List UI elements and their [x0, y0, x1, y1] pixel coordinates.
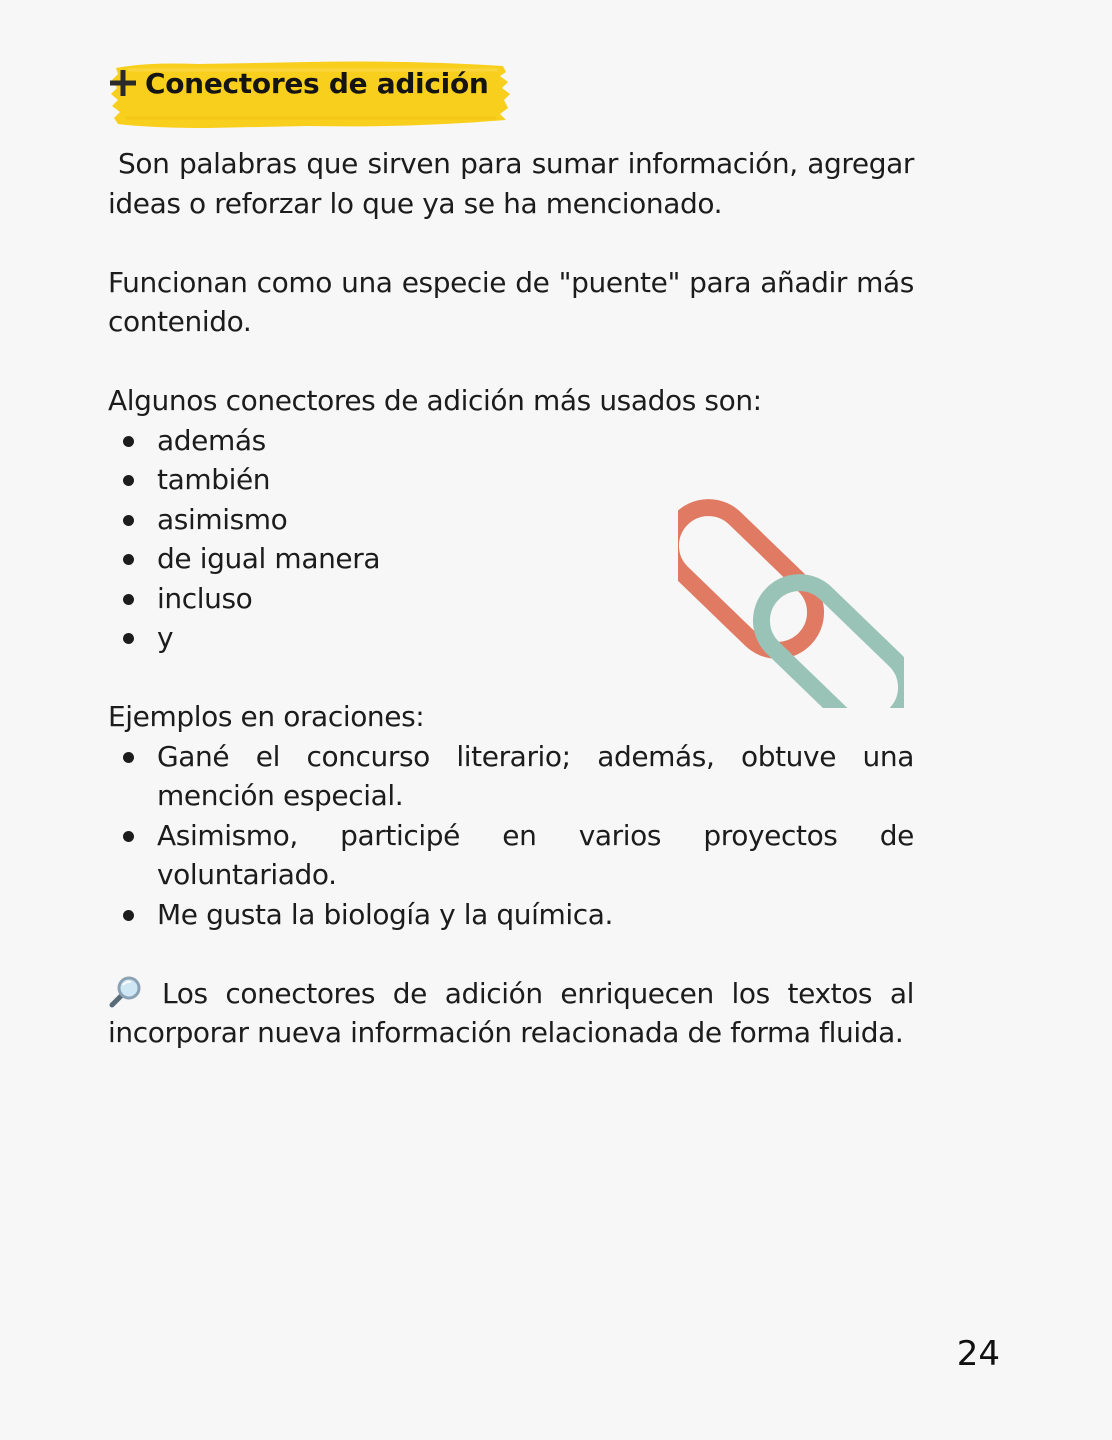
- section-title: Conectores de adición: [145, 67, 489, 100]
- list-item: incluso: [108, 579, 607, 619]
- bullet-icon: [123, 594, 134, 605]
- bullet-icon: [123, 554, 134, 565]
- list-item: también: [108, 460, 607, 500]
- bullet-icon: [123, 910, 134, 921]
- list-item: de igual manera: [108, 539, 607, 579]
- list-item: asimismo: [108, 500, 607, 540]
- closing-note: [108, 974, 914, 1053]
- bullet-icon: [123, 831, 134, 842]
- bullet-icon: [123, 515, 134, 526]
- bullet-icon: [123, 633, 134, 644]
- closing-note-text: Los conectores de adición enriquecen los textos al incorporar nueva información relacionada de forma fluida.: [108, 976, 914, 1049]
- magnifying-glass-icon: [108, 975, 142, 1009]
- bullet-icon: [123, 475, 134, 486]
- section-heading: [108, 58, 512, 130]
- examples-list: [108, 737, 914, 935]
- list-item: Me gusta la biología y la química.: [108, 895, 914, 935]
- plus-icon: [108, 68, 138, 98]
- bullet-icon: [123, 436, 134, 447]
- list-item: Asimismo, participé en varios proyectos de voluntariado.: [108, 816, 914, 895]
- intro-paragraph-2: Funcionan como una especie de "puente" para añadir más contenido.: [108, 265, 914, 338]
- page-number: 24: [956, 1334, 1000, 1374]
- connectors-lead: Algunos conectores de adición más usados son:: [108, 384, 762, 417]
- intro-paragraph-1: Son palabras que sirven para sumar información, agregar ideas o reforzar lo que ya se ha mencionado.: [108, 147, 914, 220]
- list-item: Gané el concurso literario; además, obtuve una mención especial.: [108, 737, 914, 816]
- examples-lead: Ejemplos en oraciones:: [108, 700, 425, 733]
- list-item: y: [108, 618, 607, 658]
- list-item: además: [108, 421, 607, 461]
- chain-link-icon: [678, 486, 904, 708]
- bullet-icon: [123, 752, 134, 763]
